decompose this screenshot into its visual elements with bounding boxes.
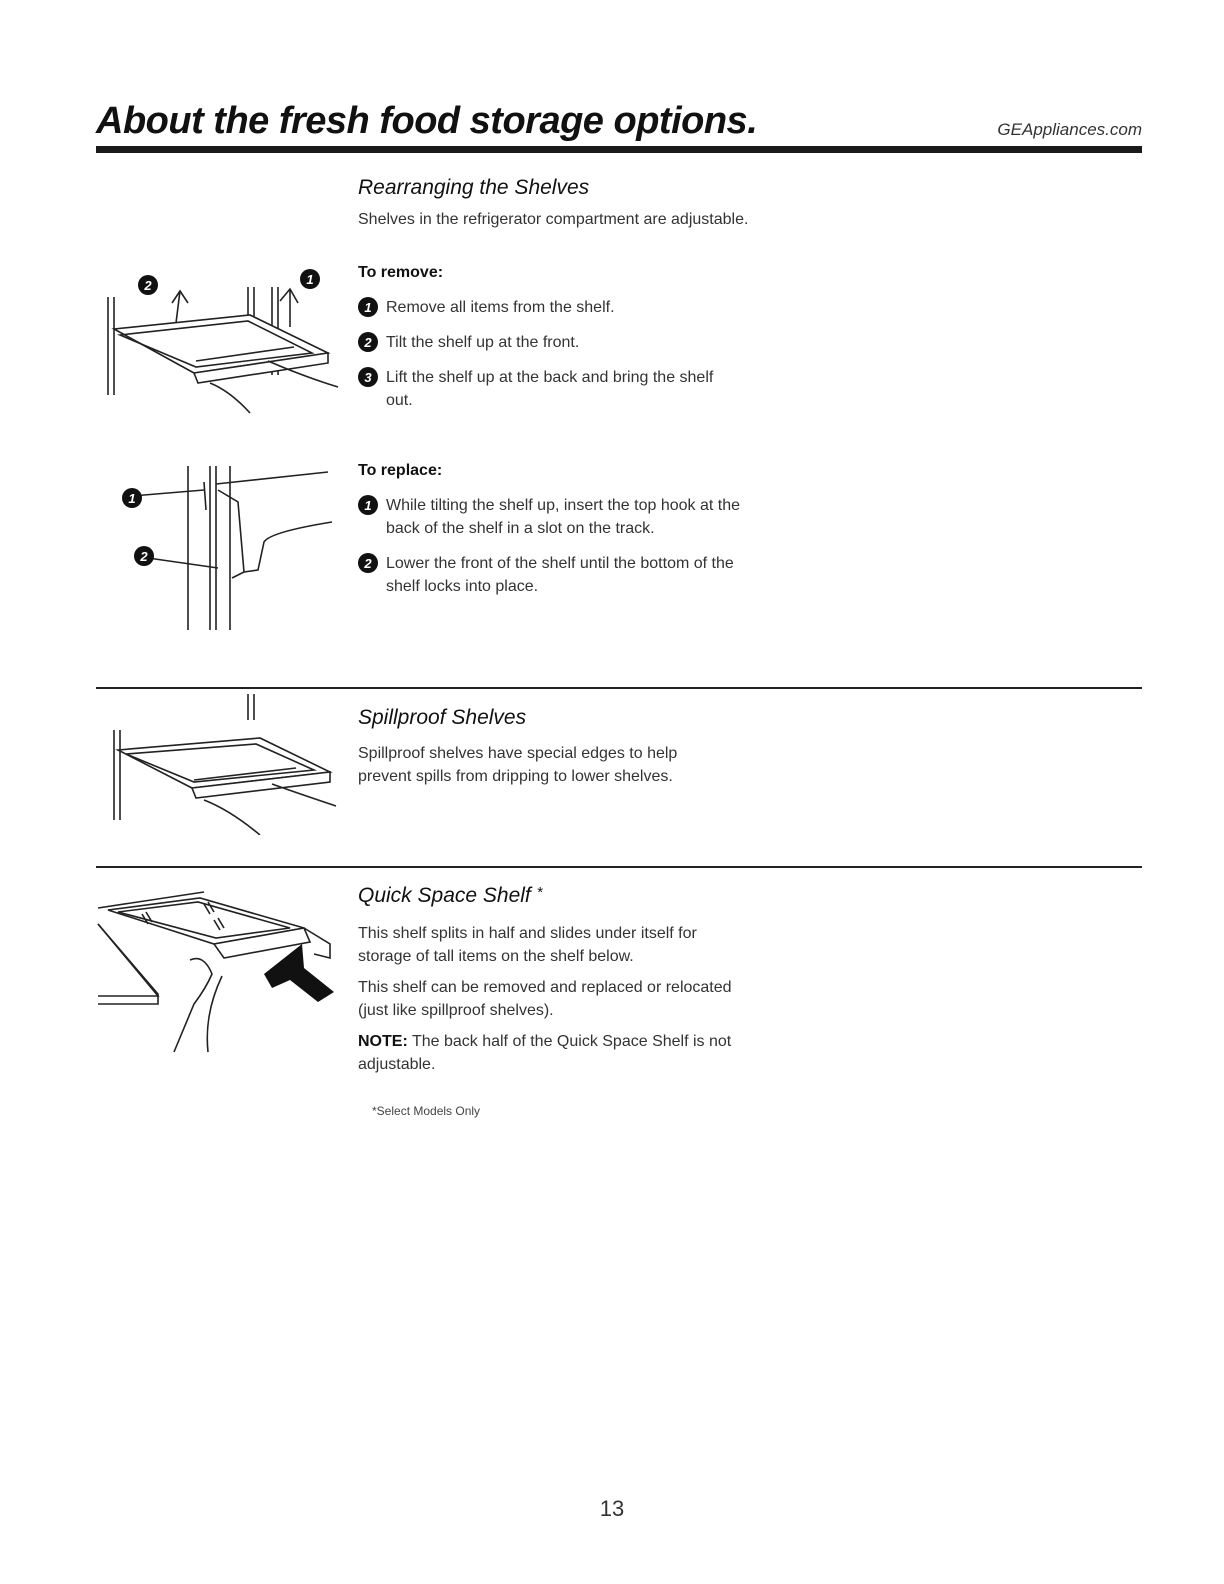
title-divider [96,146,1142,153]
quickspace-paragraph-1: This shelf splits in half and slides under itself for storage of tall items on the shelf below. [358,925,697,965]
replace-step [358,494,743,540]
page-title: About the fresh food storage options. [96,100,758,142]
callout-1-label: 1 [128,491,136,506]
note-text: The back half of the Quick Space Shelf is not adjustable. [358,1033,732,1073]
rearranging-heading: Rearranging the Shelves [358,176,590,199]
spillproof-shelf-illustration [110,690,340,835]
replace-step [358,552,743,598]
quickspace-heading [358,884,542,908]
quickspace-paragraph-2: This shelf can be removed and replaced or relocated (just like spillproof shelves). [358,979,732,1019]
callout-2-label: 2 [144,278,152,293]
step-text: While tilting the shelf up, insert the top hook at the back of the shelf in a slot on the track. [386,497,740,537]
footnote: *Select Models Only [372,1104,481,1118]
asterisk-mark: * [536,884,543,901]
remove-steps [358,296,738,412]
step-number-badge: 2 [358,553,378,573]
remove-step [358,296,738,319]
step-number-badge: 3 [358,367,378,387]
step-number-badge: 2 [358,332,378,352]
step-number-badge: 1 [358,495,378,515]
shelf-replace-illustration [110,462,340,632]
spillproof-text: Spillproof shelves have special edges to help prevent spills from dripping to lower shelves. [358,745,678,785]
step-number-badge: 1 [358,297,378,317]
section-divider [96,866,1142,868]
step-text: Lower the front of the shelf until the bottom of the shelf locks into place. [386,555,734,595]
step-text: Lift the shelf up at the back and bring the shelf out. [386,369,714,409]
callout-2-label: 2 [140,549,148,564]
quick-space-shelf-illustration [94,884,344,1054]
replace-steps [358,494,743,598]
shelf-remove-illustration [100,265,340,415]
step-text: Remove all items from the shelf. [386,299,615,316]
quickspace-note [358,1030,738,1076]
website-link[interactable]: GEAppliances.com [997,120,1142,139]
callout-1-label: 1 [306,272,314,287]
quickspace-heading-text: Quick Space Shelf [358,884,531,907]
arrow-icon [264,944,334,1002]
section-divider [96,687,1142,689]
replace-label: To replace: [358,462,443,479]
step-text: Tilt the shelf up at the front. [386,334,580,351]
page-number: 13 [599,1496,625,1521]
spillproof-heading: Spillproof Shelves [358,706,527,729]
remove-label: To remove: [358,264,444,281]
note-label: NOTE: [358,1033,408,1050]
remove-step [358,331,738,354]
remove-step [358,366,738,412]
rearranging-intro: Shelves in the refrigerator compartment are adjustable. [358,211,749,228]
